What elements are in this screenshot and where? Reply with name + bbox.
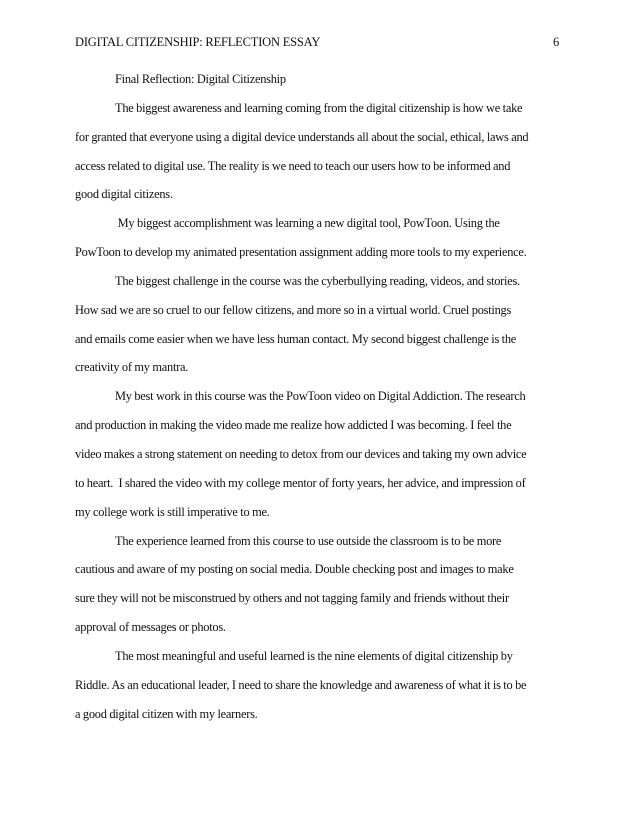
paragraph-meaningful-line: a good digital citizen with my learners. bbox=[75, 706, 258, 721]
paragraph-best-work-line: My best work in this course was the PowToon video on Digital Addiction. The research bbox=[115, 389, 526, 404]
paragraph-awareness-line: good digital citizens. bbox=[75, 187, 173, 202]
paragraph-experience-line: sure they will not be misconstrued by others and not tagging family and friends without their bbox=[75, 591, 509, 606]
paragraph-accomplishment-line: My biggest accomplishment was learning a new digital tool, PowToon. Using the bbox=[115, 216, 500, 231]
paragraph-meaningful-line: Riddle. As an educational leader, I need to share the knowledge and awareness of what it is to be bbox=[75, 677, 527, 692]
paragraph-accomplishment-line: PowToon to develop my animated presentation assignment adding more tools to my experience. bbox=[75, 245, 527, 260]
paragraph-experience-line: approval of messages or photos. bbox=[75, 620, 226, 635]
essay-title: Final Reflection: Digital Citizenship bbox=[115, 72, 286, 86]
paragraph-experience-line: The experience learned from this course to use outside the classroom is to be more bbox=[115, 533, 502, 548]
paragraph-challenge-line: creativity of my mantra. bbox=[75, 360, 189, 375]
paragraph-experience-line: cautious and aware of my posting on social media. Double checking post and images to make bbox=[75, 562, 514, 577]
paragraph-best-work-line: my college work is still imperative to me. bbox=[75, 504, 270, 519]
essay-body bbox=[75, 65, 570, 728]
paragraph-best-work-line: video makes a strong statement on needing to detox from our devices and taking my own advice bbox=[75, 446, 527, 461]
paragraph-best-work-line: to heart. I shared the video with my college mentor of forty years, her advice, and impression of bbox=[75, 475, 526, 490]
paragraph-meaningful-line: The most meaningful and useful learned is the nine elements of digital citizenship by bbox=[115, 648, 513, 663]
paragraph-awareness-line: access related to digital use. The reality is we need to teach our users how to be informed and bbox=[75, 158, 511, 173]
running-head: DIGITAL CITIZENSHIP: REFLECTION ESSAY bbox=[75, 35, 321, 49]
page-number: 6 bbox=[553, 35, 560, 49]
paragraph-challenge-line: How sad we are so cruel to our fellow citizens, and more so in a virtual world. Cruel postings bbox=[75, 302, 512, 317]
paragraph-awareness-line: The biggest awareness and learning coming from the digital citizenship is how we take bbox=[115, 100, 523, 115]
paragraph-challenge-line: The biggest challenge in the course was the cyberbullying reading, videos, and stories. bbox=[115, 273, 520, 288]
paragraph-awareness-line: for granted that everyone using a digital device understands all about the social, ethical, laws and bbox=[75, 129, 529, 144]
paragraph-challenge-line: and emails come easier when we have less human contact. My second biggest challenge is the bbox=[75, 331, 517, 346]
paragraph-best-work-line: and production in making the video made me realize how addicted I was becoming. I feel the bbox=[75, 418, 512, 433]
